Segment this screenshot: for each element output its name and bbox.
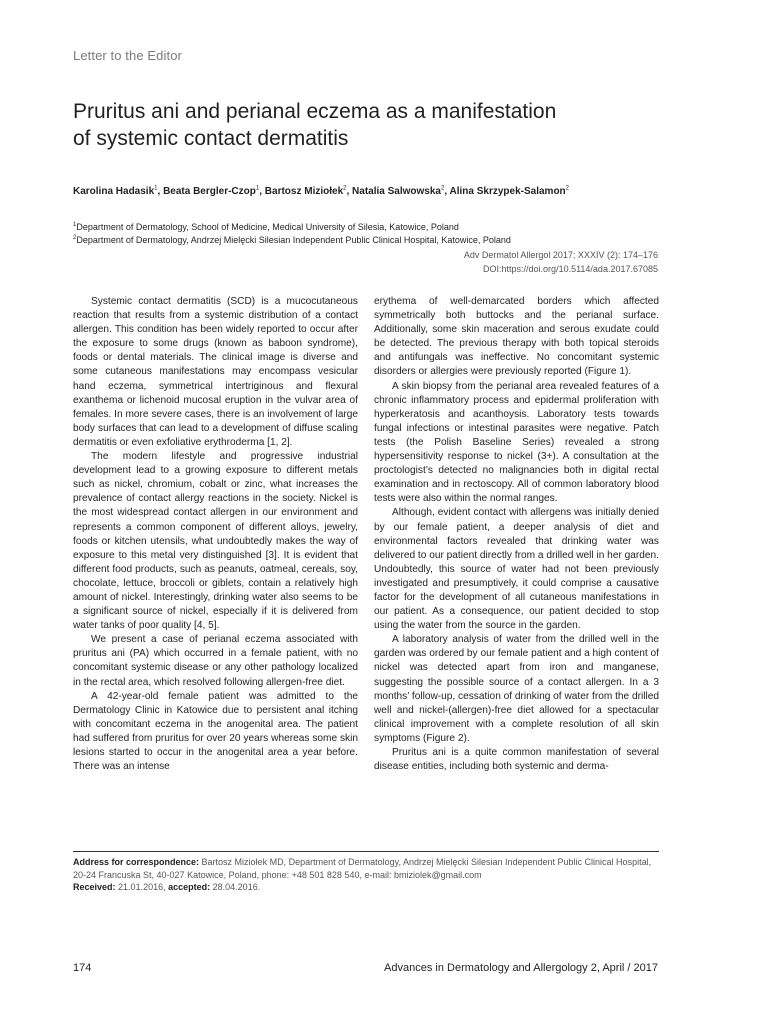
correspondence-block xyxy=(73,856,659,894)
affiliation-number: 1 xyxy=(73,222,77,228)
paragraph: A 42-year-old female patient was admitted to the Dermatology Clinic in Katowice due to persistent anal itching with concomitant eczema in the anogenital area. The patient had suffered from pruritus for over 20 years whereas some skin lesions started to occur in the anogenital area a year before. There was an intense xyxy=(73,690,358,773)
author-list: Karolina Hadasik$^1$, Beata Bergler-Czop$^1$, Bartosz Miziołek$^2$, Natalia Salwowska$^2$, Alina Skrzypek-Salamon$^2$ xyxy=(73,185,570,197)
page-number: 174 xyxy=(73,962,92,974)
author-affiliation: 2 xyxy=(565,185,570,192)
doi-link[interactable]: DOI:https://doi.org/10.5114/ada.2017.67085 xyxy=(483,264,658,274)
paragraph: Although, evident contact with allergens was initially denied by our female patient, a deeper analysis of diet and environmental factors revealed that drinking water was delivered to our patient directly from a drilled well in her garden. Undoubtedly, this source of water had not been previously investigated and presumptively, it could comprise a causative factor for the development of all cutaneous manifestations in our patient. As a consequence, our patient decided to stop using the water from the source in the garden. xyxy=(374,507,659,632)
journal-footer: Advances in Dermatology and Allergology 2, April / 2017 xyxy=(384,962,658,974)
affiliation xyxy=(73,221,693,233)
accepted-label: accepted: xyxy=(168,882,211,892)
paragraph: erythema of well-demarcated borders which affected symmetrically both buttocks and the perianal surface. Additionally, some skin maceration and serous exudate could be detected. The previous therapy with both topical steroids and antifungals was ineffective. No concomitant systemic disorders or allergies were previously reported (Figure 1). xyxy=(374,296,659,378)
column-right xyxy=(374,295,659,825)
paragraph: The modern lifestyle and progressive industrial development lead to a growing exposure to different metals such as nickel, chromium, cobalt or zinc, what increases the prevalence of contact allergy reactions in the society. Nickel is the most widespread contact allergen in our environment and represents a common component of different alloys, jewelry, foods or kitchen utensils, what undoubtedly makes the way of exposure to this metal very distinguished [3]. It is evident that different food products, such as peanuts, oatmeal, cereals, soy, chocolate, lettuce, broccoli or giblets, contain a relatively high amount of nickel. Interestingly, drinking water also seems to be a significant source of nickel, especially if it is delivered from water tanks of poor quality [4, 5]. xyxy=(73,451,358,632)
paragraph: We present a case of perianal eczema associated with pruritus ani (PA) which occurred in a female patient, with no concomitant systemic disease or any other pathology localized in the rectal area, which resolved following allergen-free diet. xyxy=(73,634,358,688)
affiliation-text: Department of Dermatology, School of Medicine, Medical University of Silesia, Katowice, Poland xyxy=(76,222,459,232)
received-date: 21.01.2016, xyxy=(118,882,166,892)
author-affiliation: 2 xyxy=(343,185,347,192)
paragraph: Systemic contact dermatitis (SCD) is a mucocutaneous reaction that results from a systemic distribution of a contact allergen. This condition has been widely reported to occur after the exposure to some drugs (known as baboon syndrome), foods or dental materials. The clinical image is diverse and some cutaneous manifestations may encompass vesicular hand eczema, symmetrical intertriginous and flexural exanthema or lichenoid mucosal eruption in the vulvar area of females. In more severe cases, there is an involvement of large body surfaces that can lead to a development of diffuse scaling dermatitis or even exfoliative erythroderma [1, 2]. xyxy=(73,296,358,448)
correspondence-text: Bartosz Miziołek MD, Department of Dermatology, Andrzej Mielęcki Silesian Independent Public Clinical Hospital, 20-24 Francuska St, 40-027 Katowice, Poland, phone: +48 501 828 540, e-mail: bmiziolek@gmail.com xyxy=(73,857,652,880)
author-name: Natalia Salwowska xyxy=(352,186,441,197)
accepted-date: 28.04.2016. xyxy=(212,882,261,892)
footnote-divider xyxy=(73,851,659,852)
paragraph: A laboratory analysis of water from the drilled well in the garden was ordered by our female patient and a high content of nickel was detected apart from iron and manganese, suggesting the possible source of a contact allergen. In a 3 months’ follow-up, cessation of drinking of water from the drilled well and nickel-(allergen)-free diet allowed for a spectacular clinical improvement with a complete resolution of all skin symptoms (Figure 2). xyxy=(374,634,659,744)
correspondence-label: Address for correspondence: xyxy=(73,857,200,867)
author-name: Alina Skrzypek-Salamon xyxy=(449,186,566,197)
journal-citation: Adv Dermatol Allergol 2017; XXXIV (2): 174–176 xyxy=(463,250,658,260)
author-affiliation: 2 xyxy=(440,185,445,192)
affiliation-text: Department of Dermatology, Andrzej Mielęcki Silesian Independent Public Clinical Hospital, Katowice, Poland xyxy=(76,235,511,245)
column-left xyxy=(73,295,358,825)
author-name: Beata Bergler-Czop xyxy=(163,186,256,197)
author-name: Karolina Hadasik xyxy=(73,186,155,197)
article-title xyxy=(73,98,693,152)
author-affiliation: 1 xyxy=(154,185,158,192)
author-affiliation: 1 xyxy=(255,185,260,192)
title-line-2: of systemic contact dermatitis xyxy=(73,127,349,150)
affiliation xyxy=(73,234,693,246)
received-label: Received: xyxy=(73,882,116,892)
title-line-1: Pruritus ani and perianal eczema as a manifestation xyxy=(73,100,557,123)
author-name: Bartosz Miziołek xyxy=(264,186,344,197)
affiliation-number: 2 xyxy=(73,235,77,241)
article-body xyxy=(73,295,659,825)
section-label: Letter to the Editor xyxy=(73,48,182,63)
paragraph: Pruritus ani is a quite common manifestation of several disease entities, including both systemic and derma- xyxy=(374,747,659,773)
paragraph: A skin biopsy from the perianal area revealed features of a chronic inflammatory process and epidermal proliferation with hyperkeratosis and acanthoysis. Laboratory tests towards fungal infections or intestinal parasites were negative. Patch tests (the Polish Baseline Series) revealed a strong hypersensitivity response to nickel (3+). A consultation at the proctologist’s detected no malignancies both in digital rectal examination and in rectoscopy. All of common laboratory blood tests were also within the normal ranges. xyxy=(374,380,659,505)
